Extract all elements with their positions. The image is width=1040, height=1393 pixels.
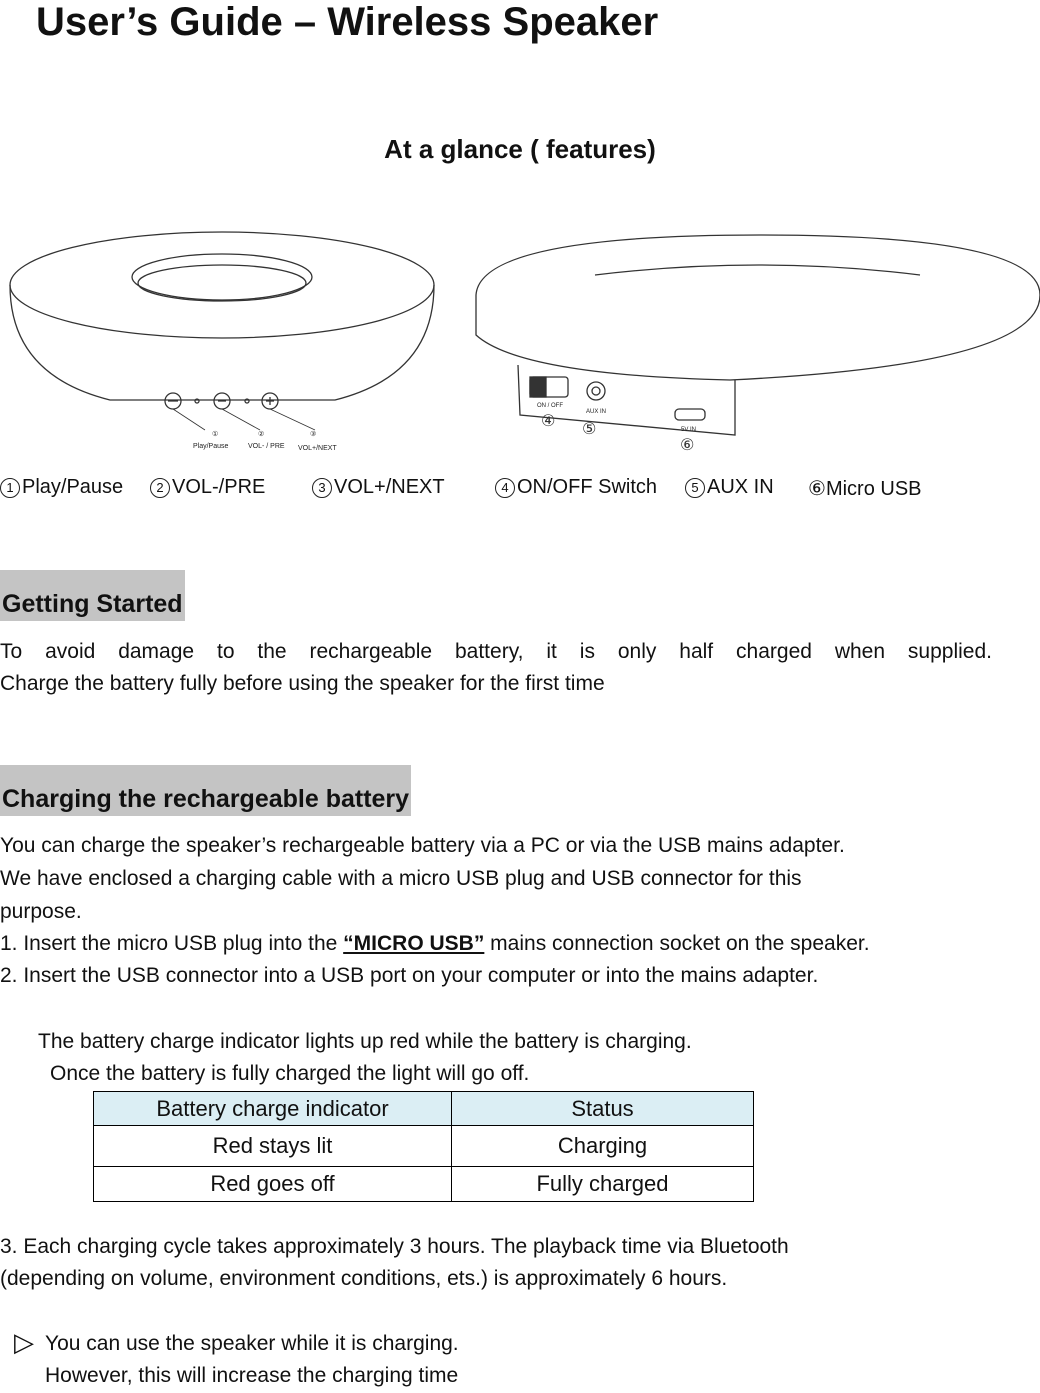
feature-item-2: 2 VOL-/PRE (150, 476, 265, 499)
table-cell: Charging (452, 1126, 754, 1167)
table-header: Battery charge indicator (94, 1092, 452, 1126)
getting-started-heading: Getting Started (0, 570, 185, 621)
note-line-1: You can use the speaker while it is charging. (45, 1332, 459, 1355)
page-title: User’s Guide – Wireless Speaker (36, 0, 659, 44)
getting-started-line-2: Charge the battery fully before using the speaker for the first time (0, 672, 605, 695)
table-header: Status (452, 1092, 754, 1126)
speaker-illustration (0, 225, 1040, 455)
label-vol-next: VOL+/NEXT (298, 445, 337, 452)
feature-item-5: 5 AUX IN (685, 476, 774, 499)
feature-item-6: ⑥Micro USB (808, 478, 922, 500)
label-num-4: ④ (541, 411, 556, 430)
label-vol-pre: VOL- / PRE (248, 443, 285, 450)
label-num-5: ⑤ (582, 419, 597, 438)
charging-step-2: 2. Insert the USB connector into a USB port on your computer or into the mains adapter. (0, 964, 819, 987)
table-cell: Fully charged (452, 1167, 754, 1202)
indicator-line-1: The battery charge indicator lights up red while the battery is charging. (38, 1030, 692, 1053)
feature-item-1: 1 Play/Pause (0, 476, 123, 499)
getting-started-line-1: To avoid damage to the rechargeable battery, it is only half charged when supplied. (0, 640, 992, 663)
triangle-note-icon: ▷ (14, 1327, 34, 1357)
label-5v-in: 5V IN (681, 427, 697, 433)
charging-step-3b: (depending on volume, environment conditions, ets.) is approximately 6 hours. (0, 1267, 728, 1290)
note-line-2: However, this will increase the charging time (45, 1364, 459, 1387)
feature-item-4: 4 ON/OFF Switch (495, 476, 657, 499)
table-row (94, 1167, 754, 1202)
feature-item-3: 3 VOL+/NEXT (312, 476, 445, 499)
table-cell: Red stays lit (94, 1126, 452, 1167)
table-row (94, 1126, 754, 1167)
table-header-row (94, 1092, 754, 1126)
section-subtitle: At a glance ( features) (384, 134, 656, 164)
charging-step-1: 1. Insert the micro USB plug into the “MICRO USB” mains connection socket on the speaker. (0, 932, 870, 955)
indicator-line-2: Once the battery is fully charged the light will go off. (50, 1062, 530, 1085)
label-num-2: ② (258, 431, 265, 438)
charging-para-2: We have enclosed a charging cable with a micro USB plug and USB connector for this (0, 867, 802, 890)
battery-indicator-table (93, 1091, 754, 1202)
speaker-front-view (10, 232, 434, 430)
label-on-off: ON / OFF (537, 403, 563, 409)
table-cell: Red goes off (94, 1167, 452, 1202)
label-aux-in: AUX IN (586, 409, 607, 415)
micro-usb-emphasis: “MICRO USB” (343, 932, 485, 955)
label-num-3: ③ (310, 431, 317, 438)
charging-heading: Charging the rechargeable battery (0, 765, 411, 816)
label-num-1: ① (212, 431, 219, 438)
charging-para-3: purpose. (0, 900, 82, 923)
label-num-6: ⑥ (680, 435, 695, 454)
charging-para-1: You can charge the speaker’s rechargeable battery via a PC or via the USB mains adapter. (0, 834, 845, 857)
label-play-pause: Play/Pause (193, 443, 229, 450)
charging-step-3a: 3. Each charging cycle takes approximately 3 hours. The playback time via Bluetooth (0, 1235, 789, 1258)
